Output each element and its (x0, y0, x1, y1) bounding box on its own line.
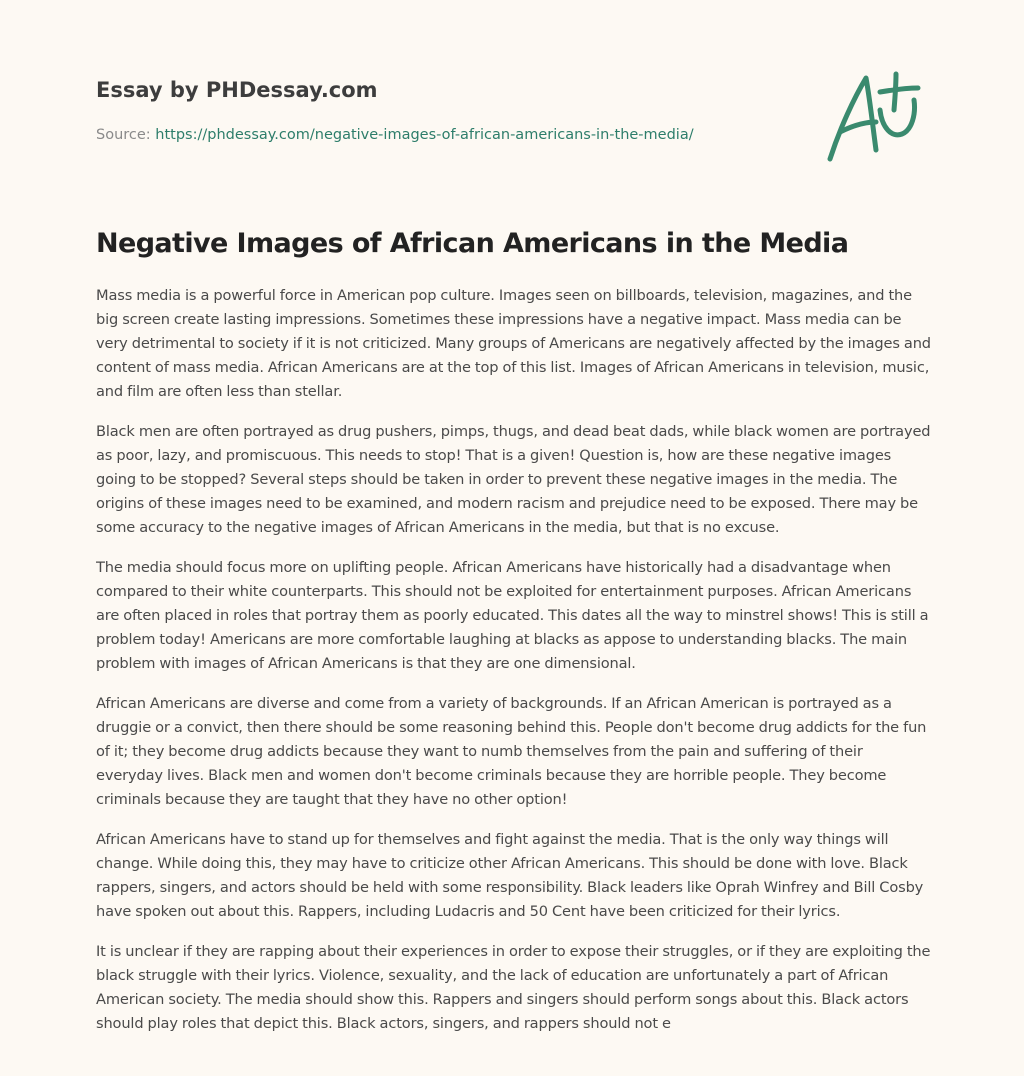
site-title: Essay by PHDessay.com (96, 78, 378, 102)
essay-paragraph: It is unclear if they are rapping about their experiences in order to expose their struggles, or if they are exploiting the black struggle with their lyrics. Violence, sexuality, and the lack of education are unfortunately a part of African American society. The media should show this. Rappers and singers should perform songs about this. Black actors should play roles that depict this. Black actors, singers, and rappers should not e (96, 943, 931, 1032)
source-label: Source: (96, 127, 151, 143)
essay-body (96, 284, 932, 1068)
source-line (96, 125, 796, 145)
essay-paragraph: The media should focus more on uplifting people. African Americans have historically had a disadvantage when compared to their white counterparts. This should not be exploited for entertainment purposes. African Americans are often placed in roles that portray them as poorly educated. This dates all the way to minstrel shows! This is still a problem today! Americans are more comfortable laughing at blacks as appose to understanding blacks. The main problem with images of African Americans is that they are one dimensional. (96, 559, 929, 672)
source-link[interactable]: https://phdessay.com/negative-images-of-african-americans-in-the-media/ (155, 127, 694, 143)
essay-paragraph: Mass media is a powerful force in American pop culture. Images seen on billboards, television, magazines, and the big screen create lasting impressions. Sometimes these impressions have a negative impact. Mass media can be very detrimental to society if it is not criticized. Many groups of Americans are negatively affected by the images and content of mass media. African Americans are at the top of this list. Images of African Americans in television, music, and film are often less than stellar. (96, 287, 931, 400)
essay-title: Negative Images of African Americans in the Media (96, 228, 849, 259)
essay-paragraph: Black men are often portrayed as drug pushers, pimps, thugs, and dead beat dads, while black women are portrayed as poor, lazy, and promiscuous. This needs to stop! That is a given! Question is, how are these negative images going to be stopped? Several steps should be taken in order to prevent these negative images in the media. The origins of these images need to be examined, and modern racism and prejudice need to be exposed. There may be some accuracy to the negative images of African Americans in the media, but that is no excuse. (96, 423, 931, 536)
a-plus-grade-icon (818, 66, 930, 166)
essay-header (96, 76, 796, 145)
essay-paragraph: African Americans have to stand up for themselves and fight against the media. That is the only way things will change. While doing this, they may have to criticize other African Americans. This should be done with love. Black rappers, singers, and actors should be held with some responsibility. Black leaders like Oprah Winfrey and Bill Cosby have spoken out about this. Rappers, including Ludacris and 50 Cent have been criticized for their lyrics. (96, 831, 924, 920)
essay-paragraph: African Americans are diverse and come from a variety of backgrounds. If an African American is portrayed as a druggie or a convict, then there should be some reasoning behind this. People don't become drug addicts for the fun of it; they become drug addicts because they want to numb themselves from the pain and suffering of their everyday lives. Black men and women don't become criminals because they are horrible people. They become criminals because they are taught that they have no other option! (96, 695, 927, 808)
